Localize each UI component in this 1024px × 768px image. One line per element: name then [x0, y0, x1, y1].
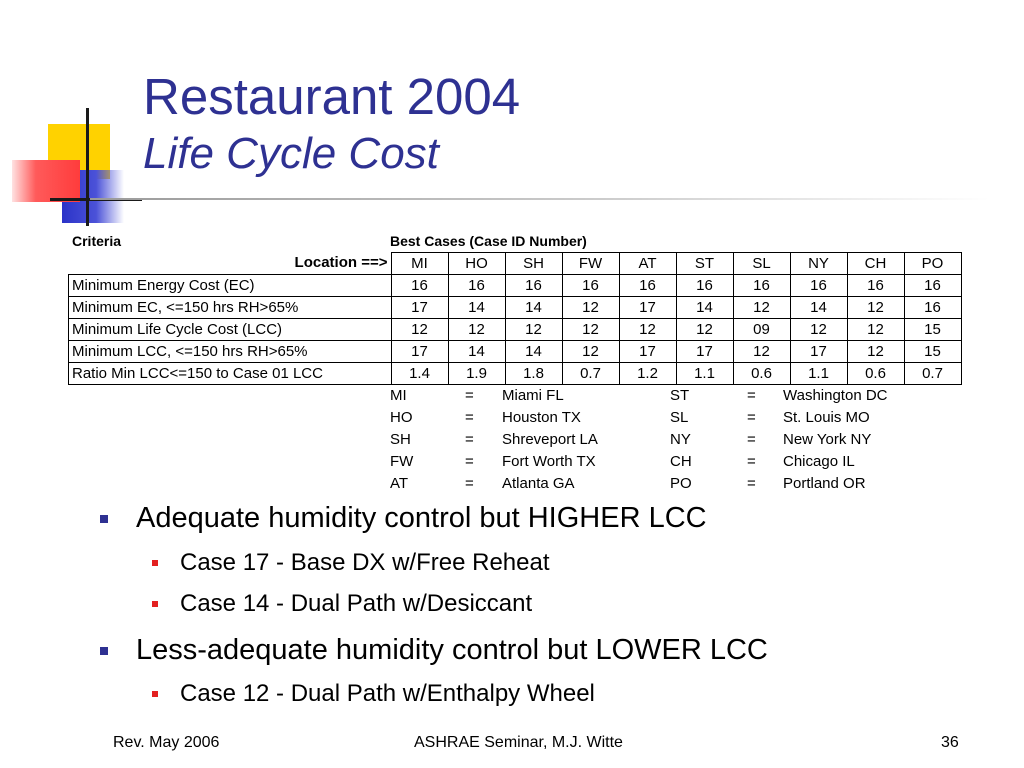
- legend-city: St. Louis MO: [783, 409, 870, 426]
- table-cell: 1.4: [391, 363, 448, 385]
- legend-equals: =: [465, 475, 474, 492]
- legend-equals: =: [465, 431, 474, 448]
- table-cell: 17: [391, 297, 448, 319]
- table-cell: 12: [505, 319, 562, 341]
- lcc-table: [68, 252, 962, 385]
- table-row: [69, 319, 962, 341]
- location-code: SH: [505, 253, 562, 275]
- table-cell: 1.1: [676, 363, 733, 385]
- table-cell: 12: [733, 297, 790, 319]
- row-label: Minimum Life Cycle Cost (LCC): [69, 319, 392, 341]
- table-cell: 12: [733, 341, 790, 363]
- title-divider: [90, 198, 990, 200]
- legend-code: AT: [390, 475, 409, 492]
- legend-city: Portland OR: [783, 475, 866, 492]
- table-cell: 16: [562, 275, 619, 297]
- table-cell: 12: [619, 319, 676, 341]
- table-row: [69, 275, 962, 297]
- table-cell: 12: [391, 319, 448, 341]
- location-code: FW: [562, 253, 619, 275]
- legend-equals: =: [465, 453, 474, 470]
- criteria-header: Criteria: [72, 233, 122, 249]
- legend-equals: =: [747, 409, 756, 426]
- legend-city: Miami FL: [502, 387, 564, 404]
- legend-city: New York NY: [783, 431, 872, 448]
- table-cell: 14: [505, 341, 562, 363]
- table-cell: 12: [847, 341, 904, 363]
- sub-bullet-text: Case 14 - Dual Path w/Desiccant: [180, 590, 533, 617]
- table-cell: 15: [904, 319, 961, 341]
- table-cell: 16: [676, 275, 733, 297]
- slide-title: Restaurant 2004: [143, 68, 521, 125]
- legend-code: NY: [670, 431, 691, 448]
- legend-code: SH: [390, 431, 411, 448]
- table-cell: 12: [790, 319, 847, 341]
- table-cell: 16: [448, 275, 505, 297]
- table-cell: 17: [676, 341, 733, 363]
- table-cell: 16: [904, 297, 961, 319]
- table-cell: 12: [847, 297, 904, 319]
- table-cell: 14: [448, 341, 505, 363]
- row-label: Minimum LCC, <=150 hrs RH>65%: [69, 341, 392, 363]
- legend-row: [390, 385, 950, 407]
- location-code: CH: [847, 253, 904, 275]
- legend-equals: =: [747, 453, 756, 470]
- legend-code: CH: [670, 453, 692, 470]
- table-cell: 12: [448, 319, 505, 341]
- location-code: AT: [619, 253, 676, 275]
- legend-equals: =: [747, 431, 756, 448]
- table-cell: 09: [733, 319, 790, 341]
- location-label: Location ==>: [294, 254, 388, 272]
- table-cell: 16: [391, 275, 448, 297]
- logo-red-bar: [12, 160, 80, 202]
- legend-code: ST: [670, 387, 690, 404]
- table-cell: 0.6: [733, 363, 790, 385]
- table-cell: 14: [790, 297, 847, 319]
- legend-row: [390, 429, 950, 451]
- location-code: HO: [448, 253, 505, 275]
- table-cell: 1.1: [790, 363, 847, 385]
- legend-code: SL: [670, 409, 689, 426]
- slide-title-block: [143, 66, 520, 180]
- legend-equals: =: [747, 387, 756, 404]
- red-square-bullet-icon: [152, 691, 158, 697]
- location-code: NY: [790, 253, 847, 275]
- table-cell: 17: [619, 297, 676, 319]
- table-cell: 0.6: [847, 363, 904, 385]
- table-cell: 12: [562, 297, 619, 319]
- table-cell: 1.9: [448, 363, 505, 385]
- legend-code: FW: [390, 453, 414, 470]
- legend-row: [390, 451, 950, 473]
- legend-code: MI: [390, 387, 407, 404]
- bullet-text: Less-adequate humidity control but LOWER LCC: [136, 634, 768, 666]
- blue-square-bullet-icon: [100, 647, 108, 655]
- red-square-bullet-icon: [152, 601, 158, 607]
- footer-revision: Rev. May 2006: [113, 734, 220, 751]
- table-cell: 0.7: [562, 363, 619, 385]
- blue-square-bullet-icon: [100, 515, 108, 523]
- legend-row: [390, 407, 950, 429]
- red-square-bullet-icon: [152, 560, 158, 566]
- legend-row: [390, 473, 950, 495]
- legend-city: Houston TX: [502, 409, 581, 426]
- table-cell: 12: [676, 319, 733, 341]
- location-code: MI: [391, 253, 448, 275]
- table-cell: 17: [619, 341, 676, 363]
- legend-city: Chicago IL: [783, 453, 855, 470]
- table-cell: 14: [676, 297, 733, 319]
- logo-vertical-line: [86, 108, 89, 226]
- legend-code: HO: [390, 409, 413, 426]
- table-cell: 14: [505, 297, 562, 319]
- table-cell: 12: [562, 341, 619, 363]
- table-row: [69, 297, 962, 319]
- row-label: Ratio Min LCC<=150 to Case 01 LCC: [69, 363, 392, 385]
- footer-presenter: ASHRAE Seminar, M.J. Witte: [414, 734, 623, 751]
- table-cell: 16: [505, 275, 562, 297]
- location-legend: [390, 385, 950, 495]
- location-code: SL: [733, 253, 790, 275]
- table-cell: 1.2: [619, 363, 676, 385]
- location-header-row: [69, 253, 962, 275]
- legend-city: Atlanta GA: [502, 475, 575, 492]
- sub-bullet-text: Case 12 - Dual Path w/Enthalpy Wheel: [180, 680, 595, 707]
- location-code: PO: [904, 253, 961, 275]
- legend-code: PO: [670, 475, 692, 492]
- legend-city: Fort Worth TX: [502, 453, 596, 470]
- legend-equals: =: [747, 475, 756, 492]
- best-cases-header: Best Cases (Case ID Number): [390, 233, 587, 249]
- legend-city: Shreveport LA: [502, 431, 598, 448]
- row-label: Minimum EC, <=150 hrs RH>65%: [69, 297, 392, 319]
- table-cell: 16: [619, 275, 676, 297]
- table-cell: 17: [391, 341, 448, 363]
- table-cell: 12: [847, 319, 904, 341]
- table-row: [69, 341, 962, 363]
- table-cell: 14: [448, 297, 505, 319]
- table-cell: 16: [790, 275, 847, 297]
- row-label: Minimum Energy Cost (EC): [69, 275, 392, 297]
- legend-equals: =: [465, 409, 474, 426]
- table-cell: 16: [847, 275, 904, 297]
- table-row: [69, 363, 962, 385]
- footer-page-number: 36: [941, 734, 959, 751]
- legend-city: Washington DC: [783, 387, 888, 404]
- location-code: ST: [676, 253, 733, 275]
- table-cell: 16: [733, 275, 790, 297]
- slide-subtitle: Life Cycle Cost: [143, 129, 439, 178]
- table-cell: 15: [904, 341, 961, 363]
- sub-bullet-text: Case 17 - Base DX w/Free Reheat: [180, 549, 550, 576]
- table-cell: 0.7: [904, 363, 961, 385]
- legend-equals: =: [465, 387, 474, 404]
- table-cell: 16: [904, 275, 961, 297]
- table-cell: 12: [562, 319, 619, 341]
- table-cell: 17: [790, 341, 847, 363]
- table-cell: 1.8: [505, 363, 562, 385]
- bullet-text: Adequate humidity control but HIGHER LCC: [136, 502, 707, 534]
